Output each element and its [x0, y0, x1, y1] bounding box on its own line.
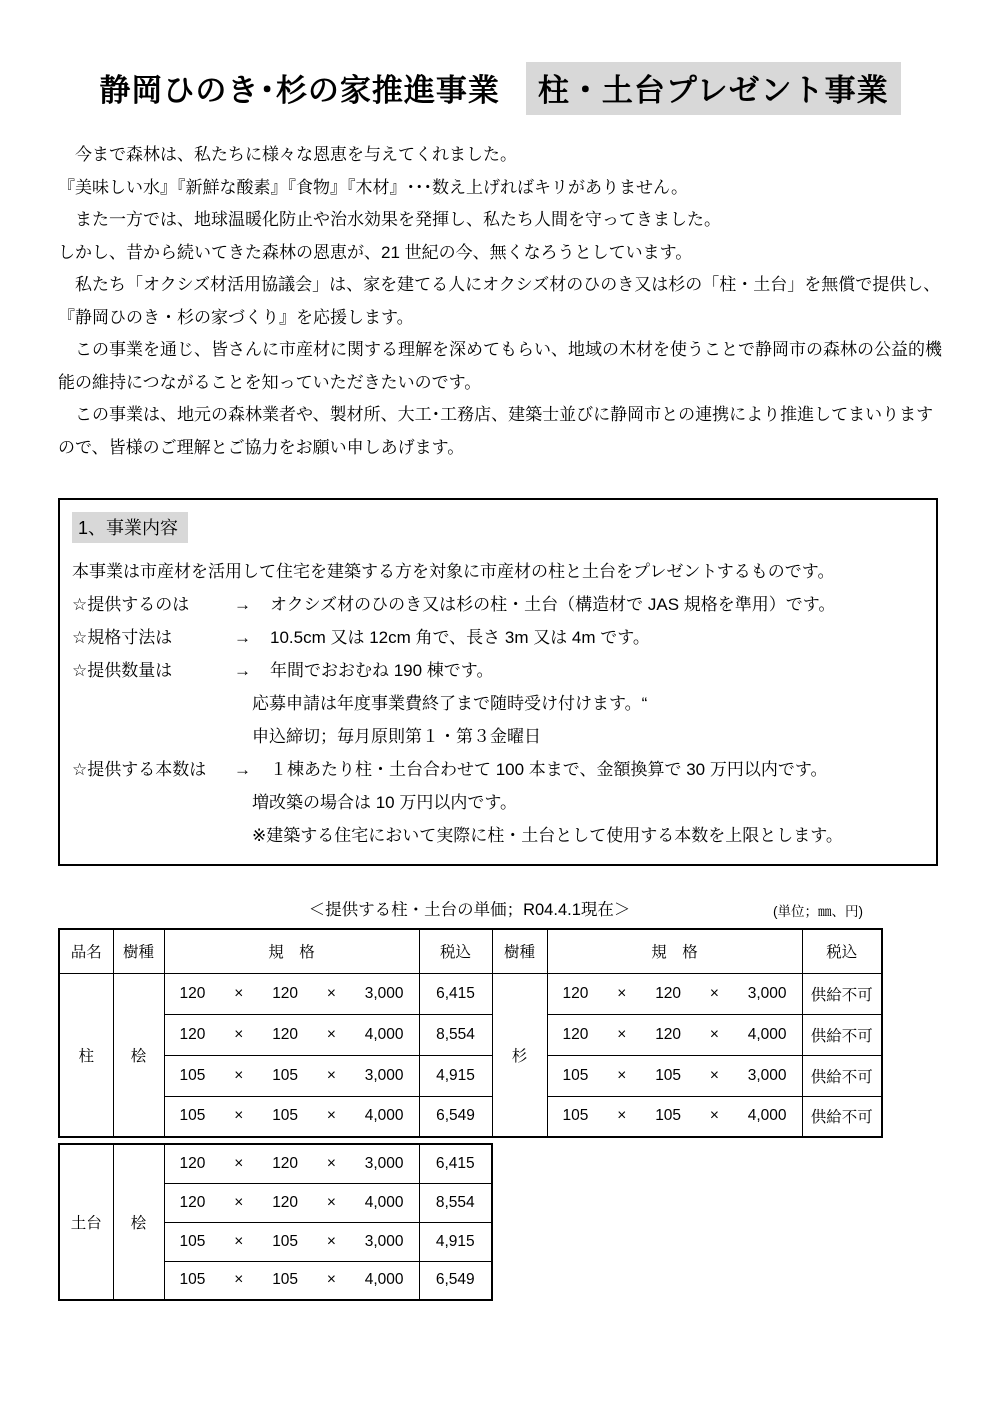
spec-width: 105 — [562, 1107, 589, 1125]
intro-paragraphs — [58, 139, 942, 464]
cell-price: 6,549 — [419, 1261, 492, 1300]
table-caption-row — [58, 896, 881, 920]
spec-length: 4,000 — [747, 1025, 787, 1043]
multiply-sign: × — [709, 1025, 719, 1043]
cell-species-hinoki: 桧 — [113, 973, 164, 1137]
cell-spec — [547, 1055, 802, 1096]
cell-spec — [547, 1096, 802, 1137]
cell-spec — [164, 973, 419, 1014]
spec-length: 4,000 — [364, 1271, 404, 1289]
spec-width: 105 — [562, 1066, 589, 1084]
page-title-highlighted: 柱・土台プレゼント事業 — [526, 62, 901, 115]
multiply-sign: × — [326, 1154, 336, 1172]
price-table-area — [58, 896, 881, 1301]
table-unit-note: (単位；㎜、円) — [773, 904, 863, 919]
cell-spec — [164, 1183, 419, 1222]
intro-paragraph-1: 今まで森林は、私たちに様々な恩恵を与えてくれました。 — [75, 145, 517, 164]
header-price-left: 税込 — [419, 929, 492, 973]
cell-spec — [164, 1055, 419, 1096]
intro-paragraph-7: この事業は、地元の森林業者や、製材所、大工･工務店、建築士並びに静岡市との連携により推進してまいりますので、皆様のご理解とご協力をお願い申しあげます。 — [58, 405, 934, 457]
multiply-sign: × — [234, 984, 244, 1002]
price-table-pillar — [58, 928, 883, 1138]
item-text: １棟あたり柱・土台合わせて 100 本まで、金額換算で 30 万円以内です。 — [270, 760, 828, 779]
multiply-sign: × — [234, 1025, 244, 1043]
cell-item-pillar: 柱 — [59, 973, 113, 1137]
cell-price: 8,554 — [419, 1183, 492, 1222]
header-price-right: 税込 — [802, 929, 882, 973]
spec-width: 120 — [179, 984, 206, 1002]
spec-width: 120 — [179, 1025, 206, 1043]
section-note-renovation: 増改築の場合は 10 万円以内です。 — [252, 793, 517, 812]
item-text: オクシズ材のひのき又は杉の柱・土台（構造材で JAS 規格を準用）です。 — [270, 595, 836, 614]
cell-price: 供給不可 — [802, 1096, 882, 1137]
spec-depth: 105 — [272, 1271, 299, 1289]
spec-width: 105 — [179, 1271, 206, 1289]
page-title-main: 静岡ひのき･杉の家推進事業 — [99, 73, 500, 108]
multiply-sign: × — [234, 1154, 244, 1172]
multiply-sign: × — [709, 1107, 719, 1125]
multiply-sign: × — [617, 1066, 627, 1084]
cell-species-hinoki: 桧 — [113, 1144, 164, 1300]
section-item-quantity — [72, 654, 922, 687]
multiply-sign: × — [326, 1232, 336, 1250]
cell-spec — [164, 1144, 419, 1183]
cell-price: 6,549 — [419, 1096, 492, 1137]
spec-length: 4,000 — [747, 1107, 787, 1125]
cell-price: 供給不可 — [802, 1055, 882, 1096]
item-text: 10.5cm 又は 12cm 角で、長さ 3m 又は 4m です。 — [270, 628, 650, 647]
spec-width: 105 — [179, 1107, 206, 1125]
arrow-icon: → — [234, 628, 251, 647]
header-species-right: 樹種 — [492, 929, 547, 973]
spec-length: 3,000 — [364, 984, 404, 1002]
spec-depth: 120 — [655, 1025, 682, 1043]
spec-depth: 105 — [272, 1107, 299, 1125]
cell-price: 8,554 — [419, 1014, 492, 1055]
cell-price: 6,415 — [419, 1144, 492, 1183]
intro-paragraph-3: また一方では、地球温暖化防止や治水効果を発揮し、私たち人間を守ってきました。 — [75, 210, 721, 229]
spec-depth: 105 — [272, 1232, 299, 1250]
price-table-foundation — [58, 1143, 493, 1301]
arrow-icon: → — [234, 661, 251, 680]
spec-length: 3,000 — [364, 1154, 404, 1172]
item-label: ☆規格寸法は — [72, 628, 173, 647]
table-row — [59, 1014, 882, 1055]
spec-depth: 120 — [655, 984, 682, 1002]
header-spec-left: 規 格 — [164, 929, 419, 973]
cell-spec — [547, 1014, 802, 1055]
multiply-sign: × — [326, 1193, 336, 1211]
table-row — [59, 1055, 882, 1096]
spec-length: 4,000 — [364, 1025, 404, 1043]
item-label: ☆提供するのは — [72, 595, 190, 614]
intro-paragraph-5: 私たち「オクシズ材活用協議会」は、家を建てる人にオクシズ材のひのき又は杉の「柱・土台」を無償で提供し、『静岡ひのき・杉の家づくり』を応援します。 — [58, 275, 941, 327]
cell-price: 供給不可 — [802, 1014, 882, 1055]
cell-spec — [164, 1222, 419, 1261]
multiply-sign: × — [617, 1107, 627, 1125]
spec-depth: 120 — [272, 1025, 299, 1043]
table-row — [59, 1144, 492, 1183]
multiply-sign: × — [709, 984, 719, 1002]
spec-depth: 120 — [272, 1193, 299, 1211]
multiply-sign: × — [709, 1066, 719, 1084]
multiply-sign: × — [326, 1025, 336, 1043]
cell-item-foundation: 土台 — [59, 1144, 113, 1300]
header-species-left: 樹種 — [113, 929, 164, 973]
spec-length: 3,000 — [364, 1232, 404, 1250]
multiply-sign: × — [326, 1107, 336, 1125]
multiply-sign: × — [234, 1271, 244, 1289]
spec-length: 3,000 — [364, 1066, 404, 1084]
spec-width: 120 — [179, 1193, 206, 1211]
spec-width: 120 — [562, 1025, 589, 1043]
cell-price: 6,415 — [419, 973, 492, 1014]
cell-spec — [164, 1096, 419, 1137]
section-item-count — [72, 753, 922, 786]
intro-paragraph-6: この事業を通じ、皆さんに市産材に関する理解を深めてもらい、地域の木材を使うことで静岡市の森林の公益的機能の維持につながることを知っていただきたいのです。 — [58, 340, 942, 392]
intro-paragraph-4: しかし、昔から続いてきた森林の恩恵が、21 世紀の今、無くなろうとしています。 — [58, 242, 693, 262]
spec-depth: 120 — [272, 984, 299, 1002]
business-details-box — [58, 498, 938, 866]
spec-depth: 120 — [272, 1154, 299, 1172]
item-label: ☆提供数量は — [72, 661, 173, 680]
multiply-sign: × — [617, 1025, 627, 1043]
section-item-size — [72, 621, 922, 654]
section-note-deadline: 申込締切；毎月原則第１・第３金曜日 — [252, 727, 541, 746]
section-item-provide — [72, 588, 922, 621]
multiply-sign: × — [234, 1107, 244, 1125]
page-title — [58, 62, 942, 115]
item-label: ☆提供する本数は — [72, 760, 207, 779]
table-header-row — [59, 929, 882, 973]
arrow-icon: → — [234, 595, 251, 614]
table-caption: ＜提供する柱・土台の単価；R04.4.1現在＞ — [308, 901, 631, 919]
spec-width: 105 — [179, 1232, 206, 1250]
spec-depth: 105 — [272, 1066, 299, 1084]
multiply-sign: × — [234, 1066, 244, 1084]
multiply-sign: × — [326, 1066, 336, 1084]
cell-species-sugi: 杉 — [492, 973, 547, 1137]
spec-width: 105 — [179, 1066, 206, 1084]
multiply-sign: × — [234, 1193, 244, 1211]
section-note-application: 応募申請は年度事業費終了まで随時受け付けます。“ — [252, 694, 648, 713]
cell-spec — [547, 973, 802, 1014]
spec-length: 3,000 — [747, 984, 787, 1002]
spec-length: 3,000 — [747, 1066, 787, 1084]
spec-depth: 105 — [655, 1107, 682, 1125]
table-row — [59, 973, 882, 1014]
spec-depth: 105 — [655, 1066, 682, 1084]
section-note-limit: ※建築する住宅において実際に柱・土台として使用する本数を上限とします。 — [252, 826, 843, 845]
header-item: 品名 — [59, 929, 113, 973]
intro-paragraph-2: 『美味しい水』『新鮮な酸素』『食物』『木材』･･･数え上げればキリがありません。 — [58, 177, 689, 197]
spec-width: 120 — [562, 984, 589, 1002]
multiply-sign: × — [234, 1232, 244, 1250]
multiply-sign: × — [617, 984, 627, 1002]
cell-price: 4,915 — [419, 1055, 492, 1096]
section-lead: 本事業は市産材を活用して住宅を建築する方を対象に市産材の柱と土台をプレゼントするものです。 — [72, 562, 835, 581]
cell-price: 供給不可 — [802, 973, 882, 1014]
header-spec-right: 規 格 — [547, 929, 802, 973]
spec-length: 4,000 — [364, 1193, 404, 1211]
multiply-sign: × — [326, 984, 336, 1002]
multiply-sign: × — [326, 1271, 336, 1289]
table-row — [59, 1096, 882, 1137]
cell-price: 4,915 — [419, 1222, 492, 1261]
spec-length: 4,000 — [364, 1107, 404, 1125]
arrow-icon: → — [234, 760, 251, 779]
spec-width: 120 — [179, 1154, 206, 1172]
item-text: 年間でおおむね 190 棟です。 — [270, 661, 494, 680]
cell-spec — [164, 1014, 419, 1055]
section-heading: 1、事業内容 — [72, 512, 188, 543]
cell-spec — [164, 1261, 419, 1300]
